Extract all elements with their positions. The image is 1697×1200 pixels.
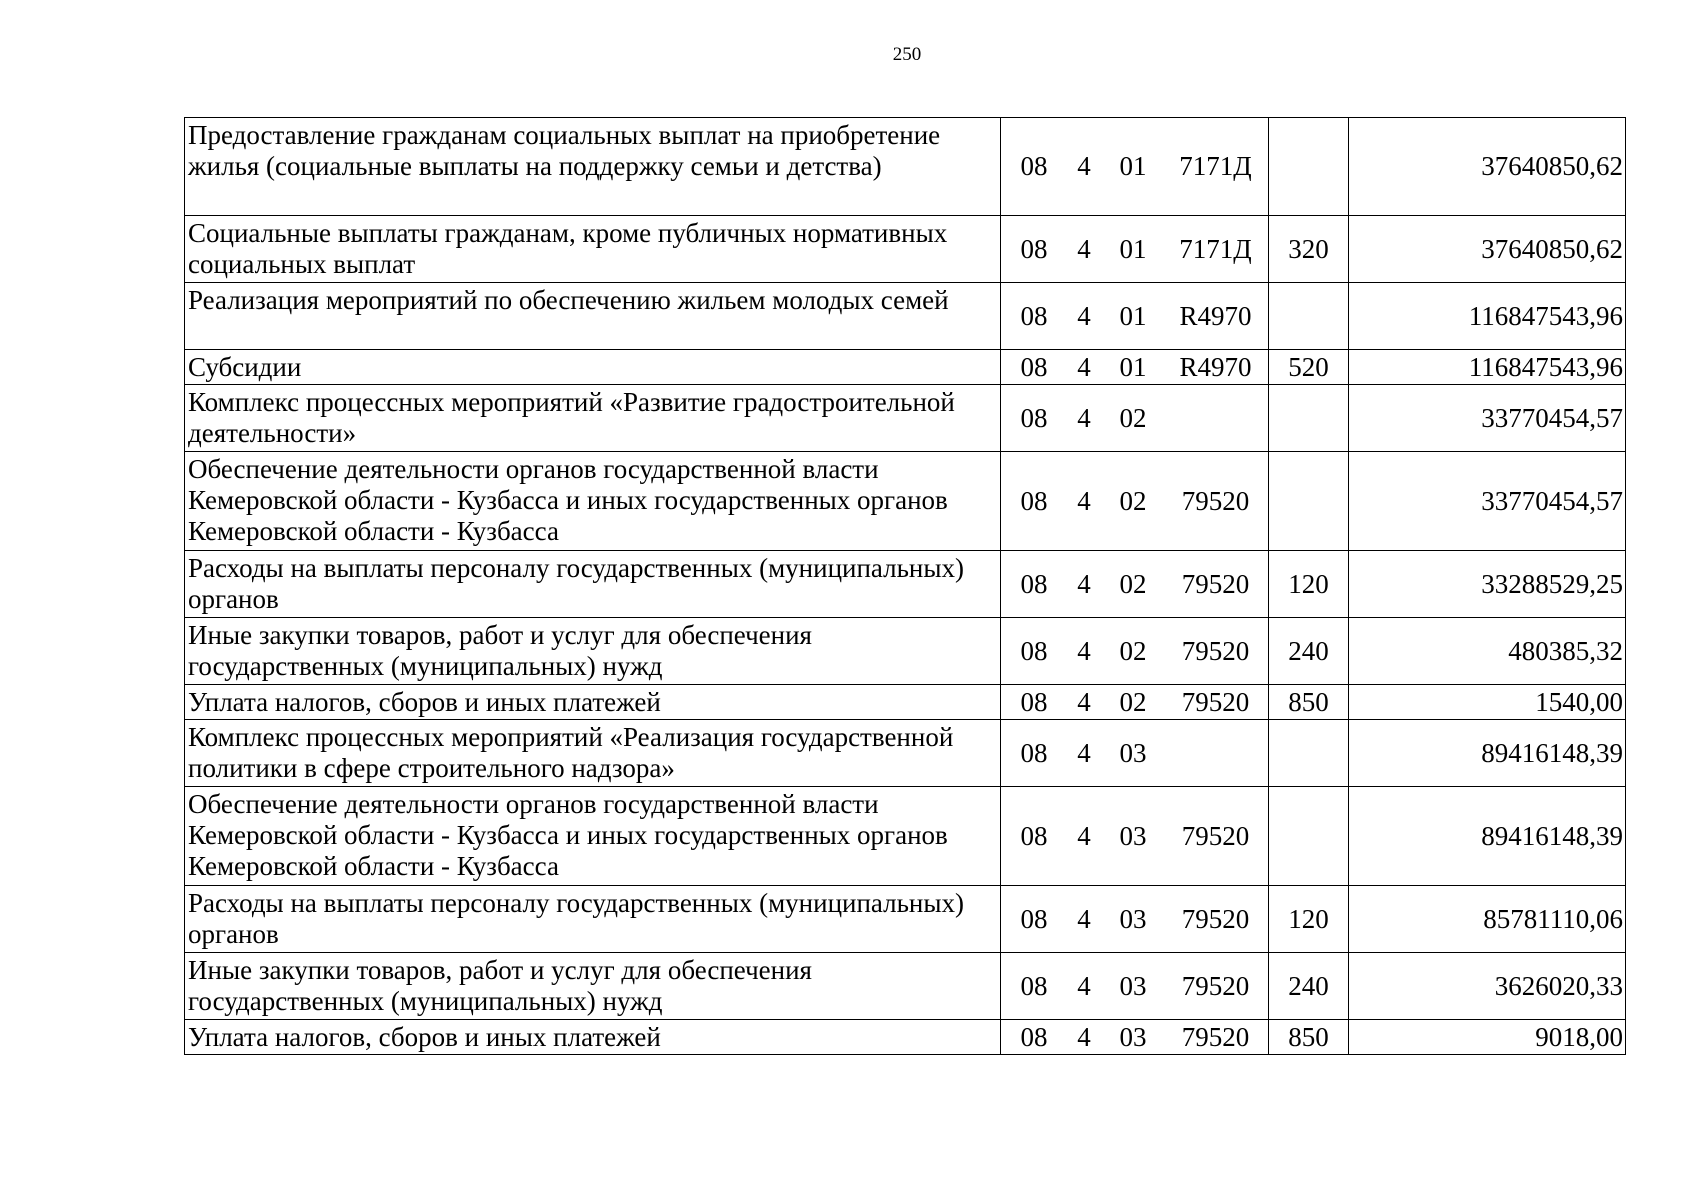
row-subprogram: 02 <box>1119 568 1147 599</box>
row-subprogram: 02 <box>1119 485 1147 516</box>
row-section: 08 <box>1020 970 1048 1001</box>
table-row <box>185 551 1626 618</box>
row-expense-type <box>1269 787 1349 886</box>
table-row <box>185 385 1626 452</box>
row-target-item: 79520 <box>1181 568 1250 599</box>
row-expense-type <box>1269 720 1349 787</box>
row-name: Уплата налогов, сборов и иных платежей <box>185 685 1001 720</box>
row-expense-type <box>1269 385 1349 452</box>
row-target-item: 79520 <box>1181 820 1250 851</box>
row-expense-type <box>1269 452 1349 551</box>
row-amount: 33770454,57 <box>1349 452 1626 551</box>
row-section: 08 <box>1020 635 1048 666</box>
row-codes <box>1001 551 1269 618</box>
row-name: Предоставление гражданам социальных выплат на приобретение жилья (социальные выплаты на поддержку семьи и детства) <box>185 118 1001 216</box>
table-row <box>185 452 1626 551</box>
row-codes <box>1001 385 1269 452</box>
row-program: 4 <box>1077 300 1091 331</box>
row-subprogram: 02 <box>1119 402 1147 433</box>
row-name: Социальные выплаты гражданам, кроме публичных нормативных социальных выплат <box>185 216 1001 283</box>
row-section: 08 <box>1020 485 1048 516</box>
table-row <box>185 886 1626 953</box>
table-row <box>185 953 1626 1020</box>
row-expense-type: 520 <box>1269 350 1349 385</box>
row-amount: 33288529,25 <box>1349 551 1626 618</box>
row-section: 08 <box>1020 737 1048 768</box>
row-codes <box>1001 720 1269 787</box>
row-amount: 85781110,06 <box>1349 886 1626 953</box>
row-amount: 3626020,33 <box>1349 953 1626 1020</box>
row-amount: 33770454,57 <box>1349 385 1626 452</box>
row-subprogram: 01 <box>1119 151 1147 181</box>
table-row <box>185 216 1626 283</box>
row-expense-type: 850 <box>1269 685 1349 720</box>
row-program: 4 <box>1077 970 1091 1001</box>
row-name: Иные закупки товаров, работ и услуг для обеспечения государственных (муниципальных) нужд <box>185 953 1001 1020</box>
row-codes <box>1001 350 1269 385</box>
row-target-item: 79520 <box>1181 686 1250 717</box>
table-row <box>185 118 1626 216</box>
row-name: Обеспечение деятельности органов государственной власти Кемеровской области - Кузбасса и иных государственных органов Кемеровской области - Кузбасса <box>185 452 1001 551</box>
row-subprogram: 03 <box>1119 970 1147 1001</box>
page-number: 250 <box>892 44 922 65</box>
row-codes <box>1001 953 1269 1020</box>
row-expense-type: 120 <box>1269 551 1349 618</box>
row-subprogram: 01 <box>1119 300 1147 331</box>
row-expense-type: 320 <box>1269 216 1349 283</box>
row-subprogram: 02 <box>1119 635 1147 666</box>
table-row <box>185 350 1626 385</box>
row-name: Комплекс процессных мероприятий «Реализация государственной политики в сфере строительного надзора» <box>185 720 1001 787</box>
row-codes <box>1001 118 1269 216</box>
row-program: 4 <box>1077 568 1091 599</box>
row-program: 4 <box>1077 1021 1091 1052</box>
row-program: 4 <box>1077 151 1091 181</box>
row-expense-type: 120 <box>1269 886 1349 953</box>
row-target-item: 7171Д <box>1179 233 1252 264</box>
row-section: 08 <box>1020 151 1048 181</box>
row-program: 4 <box>1077 686 1091 717</box>
row-name: Реализация мероприятий по обеспечению жильем молодых семей <box>185 283 1001 350</box>
row-program: 4 <box>1077 820 1091 851</box>
row-codes <box>1001 685 1269 720</box>
row-section: 08 <box>1020 300 1048 331</box>
row-amount: 89416148,39 <box>1349 720 1626 787</box>
row-codes <box>1001 216 1269 283</box>
row-program: 4 <box>1077 402 1091 433</box>
row-amount: 1540,00 <box>1349 685 1626 720</box>
table-row <box>185 618 1626 685</box>
row-section: 08 <box>1020 1021 1048 1052</box>
row-name: Комплекс процессных мероприятий «Развитие градостроительной деятельности» <box>185 385 1001 452</box>
table-row <box>185 1020 1626 1055</box>
row-section: 08 <box>1020 233 1048 264</box>
row-target-item: 7171Д <box>1179 151 1252 181</box>
row-expense-type <box>1269 118 1349 216</box>
table-row <box>185 720 1626 787</box>
row-name: Расходы на выплаты персоналу государственных (муниципальных) органов <box>185 886 1001 953</box>
row-target-item: 79520 <box>1181 1021 1250 1052</box>
row-amount: 37640850,62 <box>1349 216 1626 283</box>
row-amount: 480385,32 <box>1349 618 1626 685</box>
row-expense-type: 240 <box>1269 618 1349 685</box>
row-codes <box>1001 452 1269 551</box>
table-row <box>185 283 1626 350</box>
budget-table <box>184 117 1626 1055</box>
row-target-item: 79520 <box>1181 485 1250 516</box>
row-codes <box>1001 283 1269 350</box>
row-target-item: 79520 <box>1181 635 1250 666</box>
row-program: 4 <box>1077 351 1091 382</box>
row-program: 4 <box>1077 737 1091 768</box>
row-program: 4 <box>1077 903 1091 934</box>
row-target-item: 79520 <box>1181 970 1250 1001</box>
row-codes <box>1001 787 1269 886</box>
row-program: 4 <box>1077 635 1091 666</box>
row-codes <box>1001 618 1269 685</box>
row-target-item: 79520 <box>1181 903 1250 934</box>
table-row <box>185 787 1626 886</box>
row-subprogram: 03 <box>1119 1021 1147 1052</box>
row-name: Иные закупки товаров, работ и услуг для обеспечения государственных (муниципальных) нужд <box>185 618 1001 685</box>
row-subprogram: 02 <box>1119 686 1147 717</box>
row-expense-type <box>1269 283 1349 350</box>
row-amount: 37640850,62 <box>1349 118 1626 216</box>
row-subprogram: 03 <box>1119 903 1147 934</box>
row-subprogram: 03 <box>1119 737 1147 768</box>
row-name: Обеспечение деятельности органов государственной власти Кемеровской области - Кузбасса и иных государственных органов Кемеровской области - Кузбасса <box>185 787 1001 886</box>
row-amount: 116847543,96 <box>1349 283 1626 350</box>
row-section: 08 <box>1020 402 1048 433</box>
row-subprogram: 01 <box>1119 351 1147 382</box>
row-target-item: R4970 <box>1179 351 1252 382</box>
row-section: 08 <box>1020 568 1048 599</box>
row-section: 08 <box>1020 686 1048 717</box>
row-program: 4 <box>1077 485 1091 516</box>
row-subprogram: 01 <box>1119 233 1147 264</box>
row-section: 08 <box>1020 820 1048 851</box>
row-subprogram: 03 <box>1119 820 1147 851</box>
row-program: 4 <box>1077 233 1091 264</box>
table-row <box>185 685 1626 720</box>
row-name: Расходы на выплаты персоналу государственных (муниципальных) органов <box>185 551 1001 618</box>
row-amount: 116847543,96 <box>1349 350 1626 385</box>
row-expense-type: 240 <box>1269 953 1349 1020</box>
row-amount: 9018,00 <box>1349 1020 1626 1055</box>
row-expense-type: 850 <box>1269 1020 1349 1055</box>
row-target-item: R4970 <box>1179 300 1252 331</box>
row-name: Уплата налогов, сборов и иных платежей <box>185 1020 1001 1055</box>
row-amount: 89416148,39 <box>1349 787 1626 886</box>
row-section: 08 <box>1020 351 1048 382</box>
row-name: Субсидии <box>185 350 1001 385</box>
row-section: 08 <box>1020 903 1048 934</box>
row-codes <box>1001 1020 1269 1055</box>
row-codes <box>1001 886 1269 953</box>
